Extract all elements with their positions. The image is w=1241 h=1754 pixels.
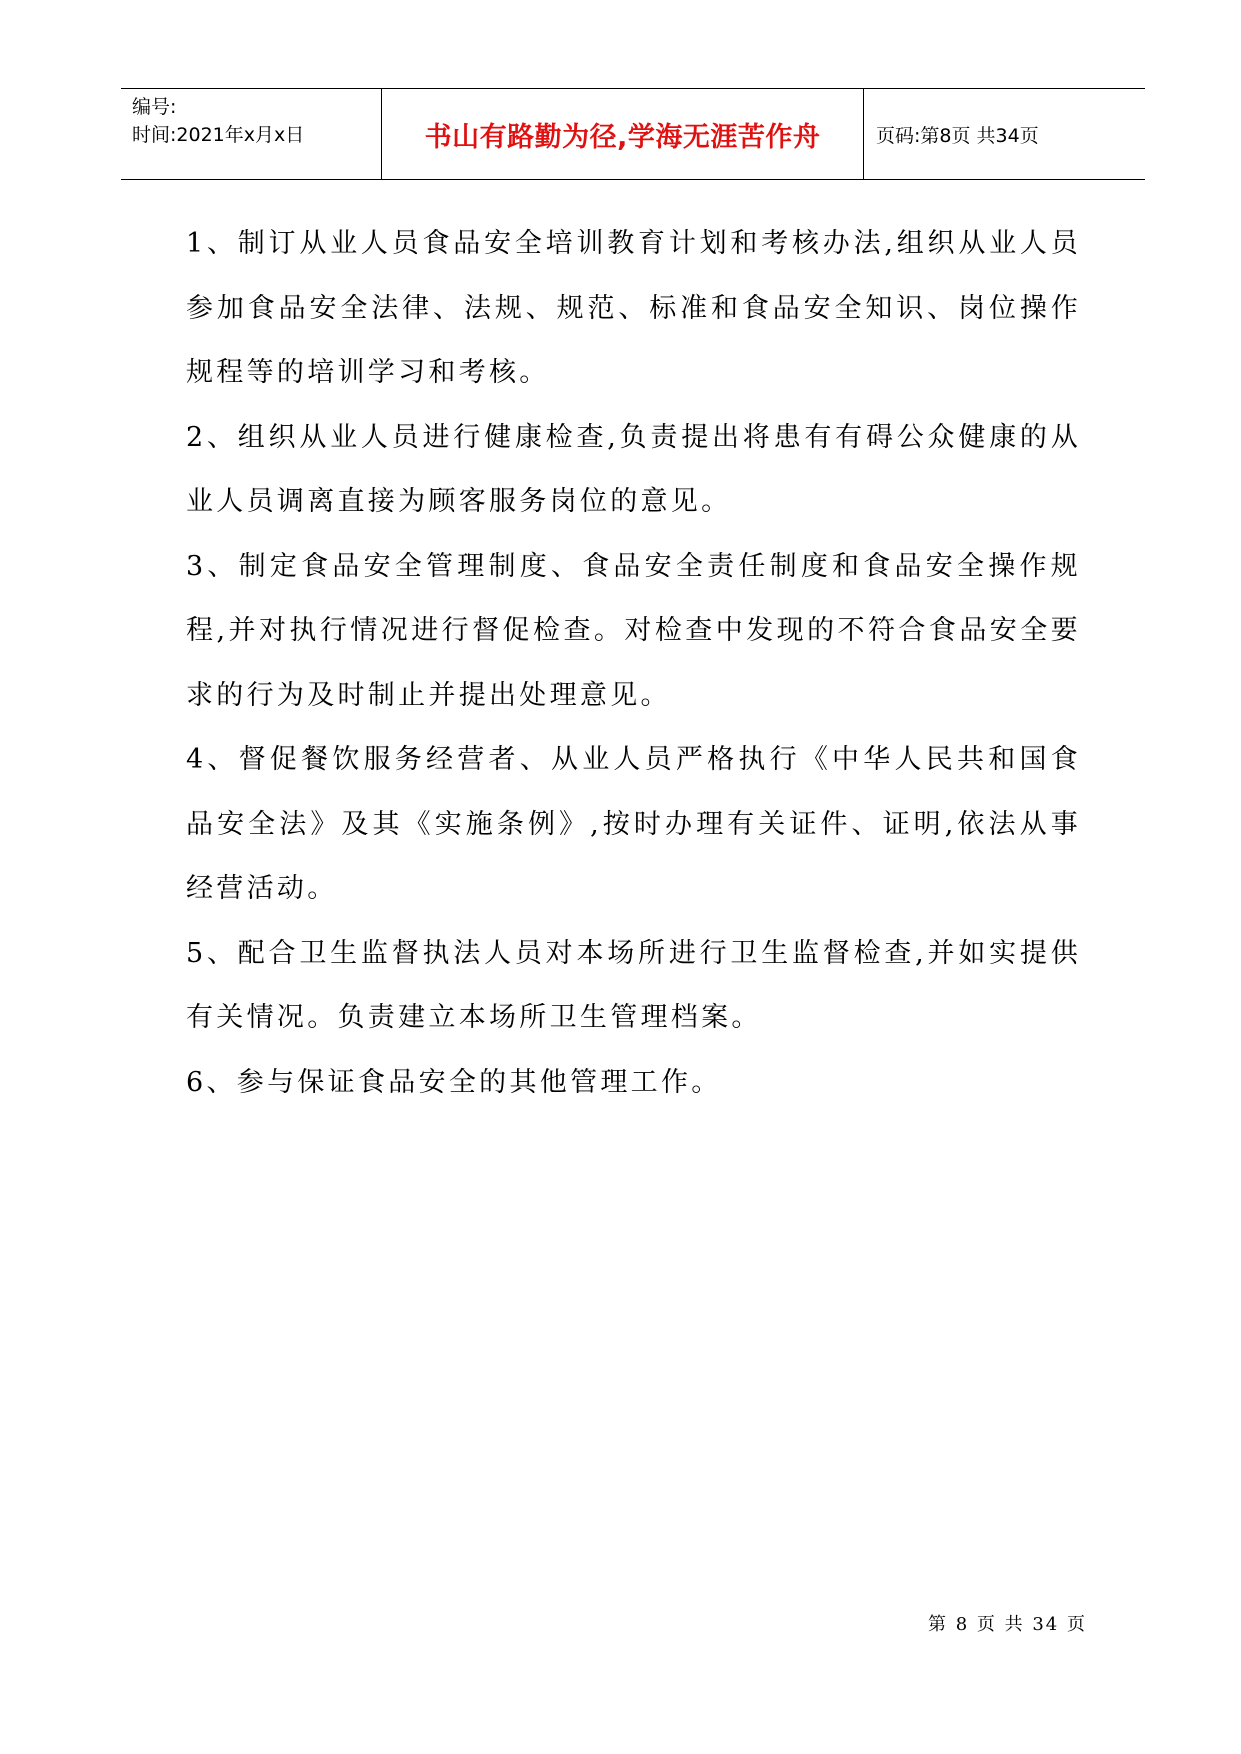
page-header [121,88,1145,180]
duty-item-1: 1、制订从业人员食品安全培训教育计划和考核办法,组织从业人员参加食品安全法律、法规、规范、标准和食品安全知识、岗位操作规程等的培训学习和考核。 [186,228,1081,388]
document-body [186,212,1081,1115]
header-meta [132,93,304,149]
duty-item-2: 2、组织从业人员进行健康检查,负责提出将患有有碍公众健康的从业人员调离直接为顾客服务岗位的意见。 [186,421,1081,517]
duty-item-4: 4、督促餐饮服务经营者、从业人员严格执行《中华人民共和国食品安全法》及其《实施条例》,按时办理有关证件、证明,依法从事经营活动。 [186,744,1081,904]
document-time-label: 时间:2021年x月x日 [132,124,305,146]
duty-item-5: 5、配合卫生监督执法人员对本场所进行卫生监督检查,并如实提供有关情况。负责建立本场所卫生管理档案。 [186,937,1081,1033]
duty-item-3: 3、制定食品安全管理制度、食品安全责任制度和食品安全操作规程,并对执行情况进行督促检查。对检查中发现的不符合食品安全要求的行为及时制止并提出处理意见。 [186,550,1081,711]
page-footer: 第 8 页 共 34 页 [928,1614,1087,1635]
header-divider [863,89,864,179]
header-page-info: 页码:第8页 共34页 [876,124,1039,147]
document-number-label: 编号: [132,96,177,118]
header-motto: 书山有路勤为径,学海无涯苦作舟 [424,121,821,153]
duty-item-6: 6、参与保证食品安全的其他管理工作。 [186,1066,722,1098]
